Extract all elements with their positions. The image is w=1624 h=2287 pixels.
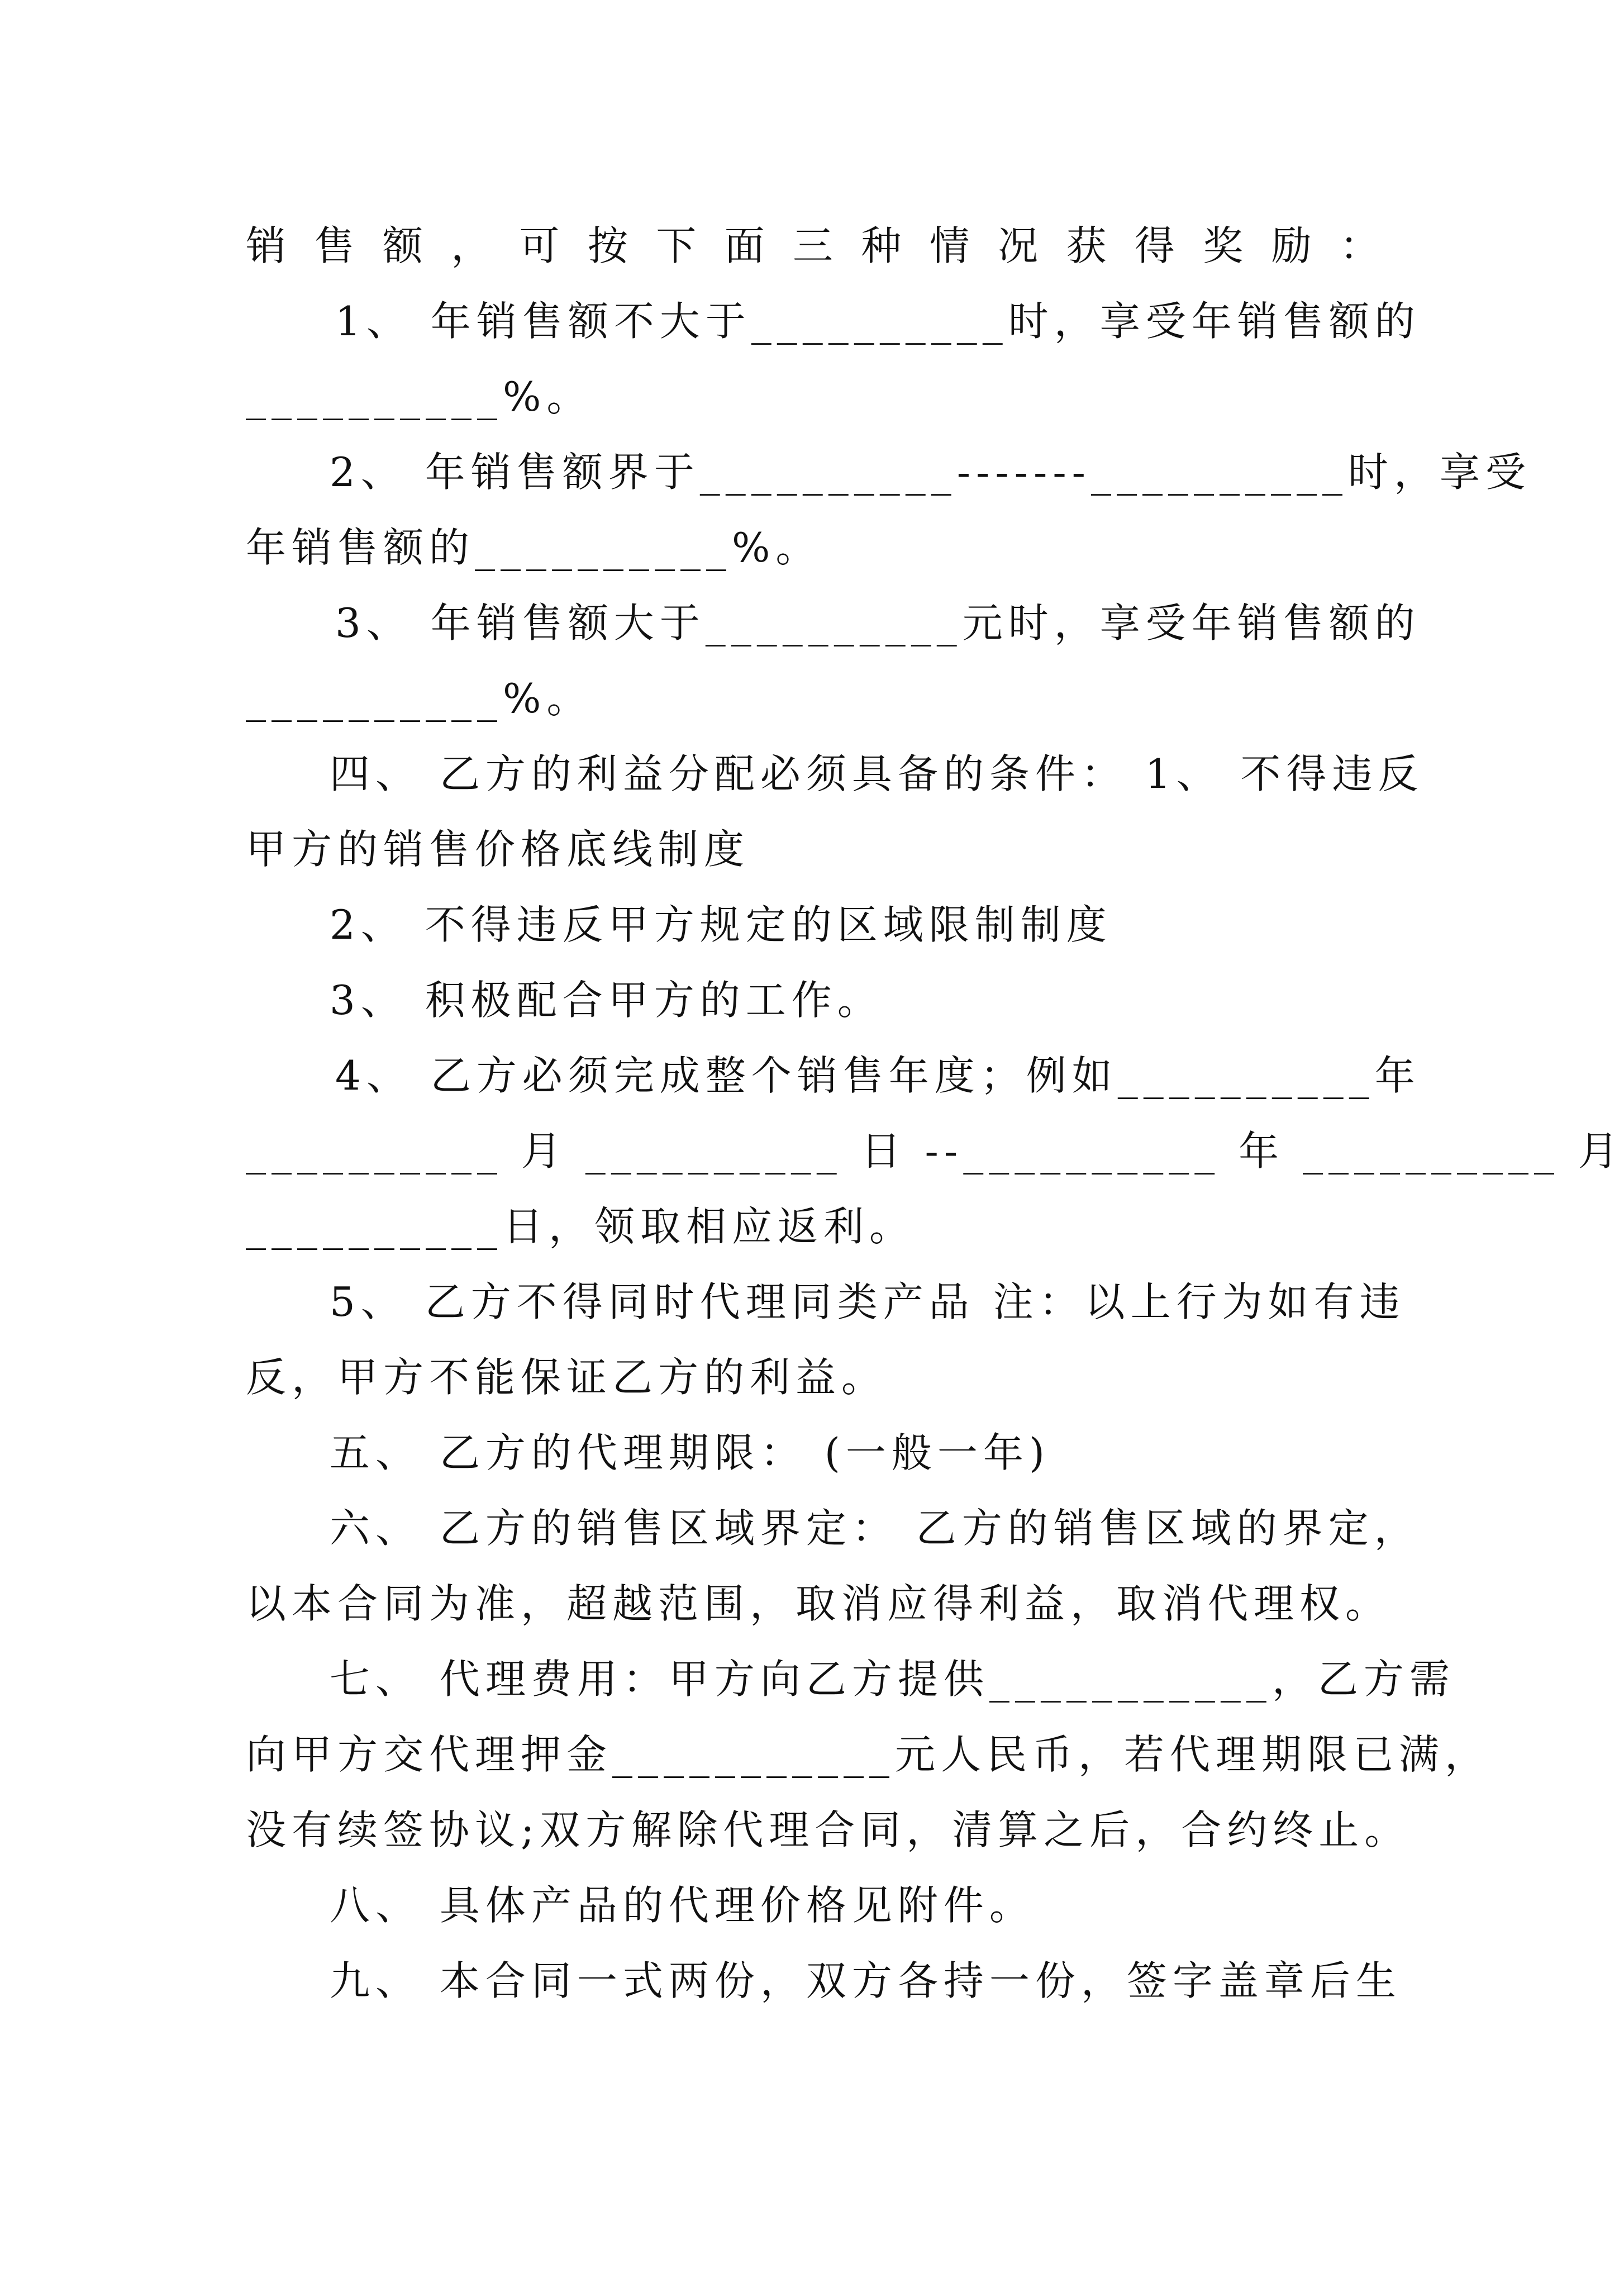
- text-line: 以本合同为准，超越范围，取消应得利益，取消代理权。: [246, 1580, 1392, 1627]
- text-line: 4、 乙方必须完成整个销售年度；例如__________年: [335, 1052, 1421, 1099]
- text-line: __________ 月 __________ 日 --__________ 年 __________ 月: [246, 1128, 1624, 1175]
- text-line: __________%。: [246, 373, 593, 420]
- text-line: 销售额，可按下面三种情况获得奖励：: [246, 222, 1385, 269]
- text-line: 3、 年销售额大于__________元时，享受年销售额的: [335, 600, 1421, 646]
- text-line: 1、 年销售额不大于__________时，享受年销售额的: [335, 298, 1421, 345]
- text-line: 年销售额的__________%。: [246, 524, 822, 571]
- text-line: 5、 乙方不得同时代理同类产品 注：以上行为如有违: [330, 1278, 1406, 1325]
- text-line: 向甲方交代理押金___________元人民币，若代理期限已满，: [246, 1731, 1491, 1778]
- text-line: 六、 乙方的销售区域界定： 乙方的销售区域的界定，: [330, 1505, 1420, 1552]
- text-line: __________%。: [246, 675, 593, 722]
- text-line: 八、 具体产品的代理价格见附件。: [330, 1882, 1035, 1929]
- text-line: 九、 本合同一式两份，双方各持一份，签字盖章后生: [330, 1957, 1402, 2004]
- text-line: 四、 乙方的利益分配必须具备的条件： 1、 不得违反: [330, 750, 1424, 797]
- text-line: 3、 积极配合甲方的工作。: [330, 977, 883, 1024]
- text-line: 反，甲方不能保证乙方的利益。: [246, 1354, 888, 1401]
- text-line: 甲方的销售价格底线制度: [246, 826, 750, 873]
- text-line: 五、 乙方的代理期限： (一般一年): [330, 1429, 1050, 1476]
- text-line: 2、 年销售额界于__________-------__________时，享受: [330, 449, 1531, 496]
- text-line: 七、 代理费用：甲方向乙方提供___________，乙方需: [330, 1656, 1455, 1703]
- text-line: 2、 不得违反甲方规定的区域限制制度: [330, 901, 1112, 948]
- text-line: 没有续签协议;双方解除代理合同，清算之后，合约终止。: [246, 1806, 1411, 1853]
- text-line: __________日，领取相应返利。: [246, 1203, 916, 1250]
